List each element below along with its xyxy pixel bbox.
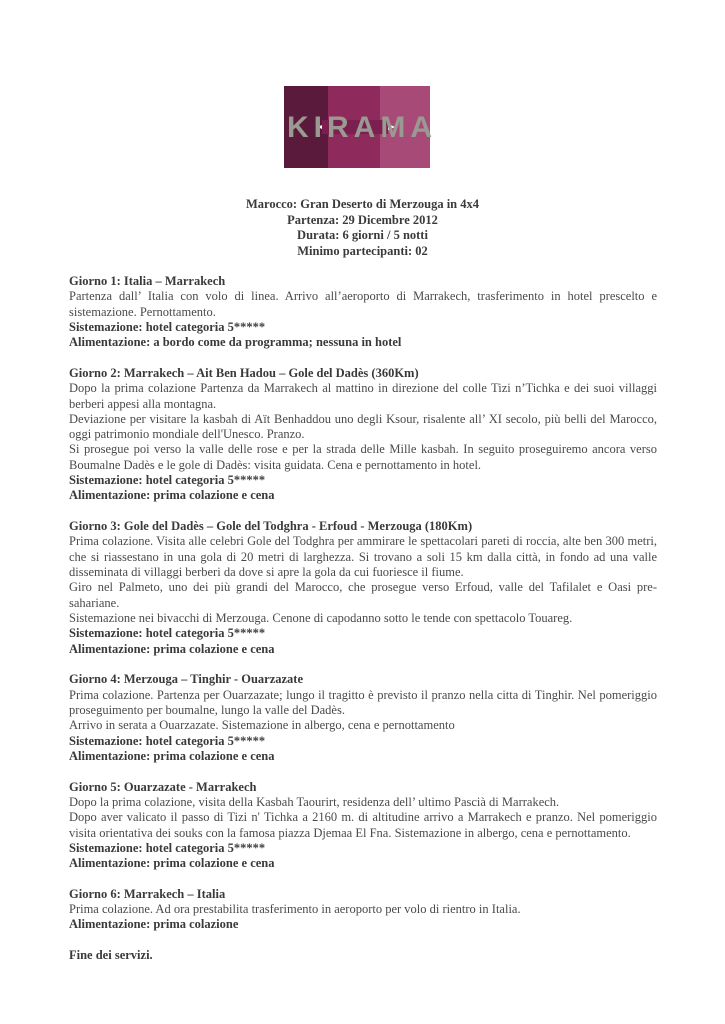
day-meals: Alimentazione: prima colazione e cena <box>69 856 275 871</box>
day-paragraph: Prima colazione. Partenza per Ouarzazate; lungo il tragitto è previsto il pranzo nella citta di Tinghir. Nel pomeriggio proseguimento per boumalne, lungo la valle del Dadès. <box>69 687 657 717</box>
day-paragraph: Deviazione per visitare la kasbah di Aït Benhaddou uno degli Ksour, risalente all’ XI secolo, più belli del Marocco, oggi patrimonio mondiale dell'Unesco. Pranzo. <box>69 411 657 442</box>
trip-duration: Durata: 6 giorni / 5 notti <box>297 228 428 242</box>
day-accommodation: Sistemazione: hotel categoria 5***** <box>69 473 266 488</box>
day-meals: Alimentazione: prima colazione e cena <box>69 748 275 763</box>
day-paragraph: Giro nel Palmeto, uno dei più grandi del Marocco, che prosegue verso Erfoud, valle del Tafilalet e Oasi pre-sahariane. <box>69 580 657 610</box>
day-paragraph: Dopo aver valicato il passo di Tizi n' Tichka a 2160 m. di altitudine arrivo a Marrakech e pranzo. Nel pomeriggio visita orientativa dei souks con la famosa piazza Djemaa El Fna. Sistemazione in albergo, cena e pernottamento. <box>69 810 657 840</box>
day-paragraph: Partenza dall’ Italia con volo di linea. Arrivo all’aeroporto di Marrakech, trasferimento in hotel prescelto e sistemazione. Pernottamento. <box>69 289 657 319</box>
itinerary <box>69 274 657 964</box>
day-title: Giorno 5: Ouarzazate - Marrakech <box>69 779 257 794</box>
trip-title: Marocco: Gran Deserto di Merzouga in 4x4 <box>245 197 480 211</box>
trip-min-participants: Minimo partecipanti: 02 <box>297 243 428 258</box>
day-paragraph: Dopo la prima colazione, visita della Kasbah Taourirt, residenza dell’ ultimo Pascià di Marrakech. <box>69 794 560 809</box>
day-section <box>69 780 657 872</box>
day-title: Giorno 1: Italia – Marrakech <box>69 274 226 288</box>
day-paragraph: Prima colazione. Ad ora prestabilita trasferimento in aeroporto per volo di rientro in Italia. <box>69 902 521 917</box>
end-of-services: Fine dei servizi. <box>69 948 153 963</box>
day-paragraph: Sistemazione nei bivacchi di Merzouga. Cenone di capodanno sotto le tende con spettacolo Touareg. <box>69 610 573 625</box>
day-paragraph: Dopo la prima colazione Partenza da Marrakech al mattino in direzione del colle Tizi n’Tichka e dei suoi villaggi berberi appesi alla montagna. <box>69 381 657 411</box>
day-section <box>69 887 657 933</box>
day-section <box>69 672 657 764</box>
day-title: Giorno 3: Gole del Dadès – Gole del Todghra - Erfoud - Merzouga (180Km) <box>69 519 473 534</box>
day-title: Giorno 6: Marrakech – Italia <box>69 886 226 901</box>
day-accommodation: Sistemazione: hotel categoria 5***** <box>69 626 266 641</box>
day-title: Giorno 2: Marrakech – Ait Ben Hadou – Gole del Dadès (360Km) <box>69 365 419 380</box>
day-meals: Alimentazione: prima colazione e cena <box>69 641 275 656</box>
day-paragraph: Si prosegue poi verso la valle delle rose e per la strada delle Mille kasbah. In seguito proseguiremo ancora verso Boumalne Dadès e le gole di Dadès: visita guidata. Cena e pernottamento in hotel. <box>69 442 657 472</box>
day-meals: Alimentazione: prima colazione e cena <box>69 488 275 503</box>
day-title: Giorno 4: Merzouga – Tinghir - Ouarzazate <box>69 672 304 687</box>
day-meals: Alimentazione: prima colazione <box>69 917 239 932</box>
day-meals: Alimentazione: a bordo come da programma; nessuna in hotel <box>69 335 402 350</box>
day-accommodation: Sistemazione: hotel categoria 5***** <box>69 319 266 334</box>
day-section <box>69 519 657 657</box>
day-section <box>69 366 657 504</box>
logo-text: KIRAMA <box>287 111 437 144</box>
kirama-logo <box>262 86 462 168</box>
day-accommodation: Sistemazione: hotel categoria 5***** <box>69 840 266 855</box>
day-accommodation: Sistemazione: hotel categoria 5***** <box>69 733 266 748</box>
trip-departure: Partenza: 29 Dicembre 2012 <box>287 212 438 227</box>
day-paragraph: Prima colazione. Visita alle celebri Gole del Todghra per ammirare le spettacolari pareti di roccia, alte ben 300 metri, che si riassestano in una gola di 20 metri di larghezza. Si trovano a soli 15 km dalla città, in fondo ad una valle disseminata di villaggi berberi da dove si apre la gola da cui fuoriesce il fiume. <box>69 534 657 580</box>
trip-header <box>0 197 725 259</box>
day-section <box>69 274 657 350</box>
day-paragraph: Arrivo in serata a Ouarzazate. Sistemazione in albergo, cena e pernottamento <box>69 718 455 733</box>
